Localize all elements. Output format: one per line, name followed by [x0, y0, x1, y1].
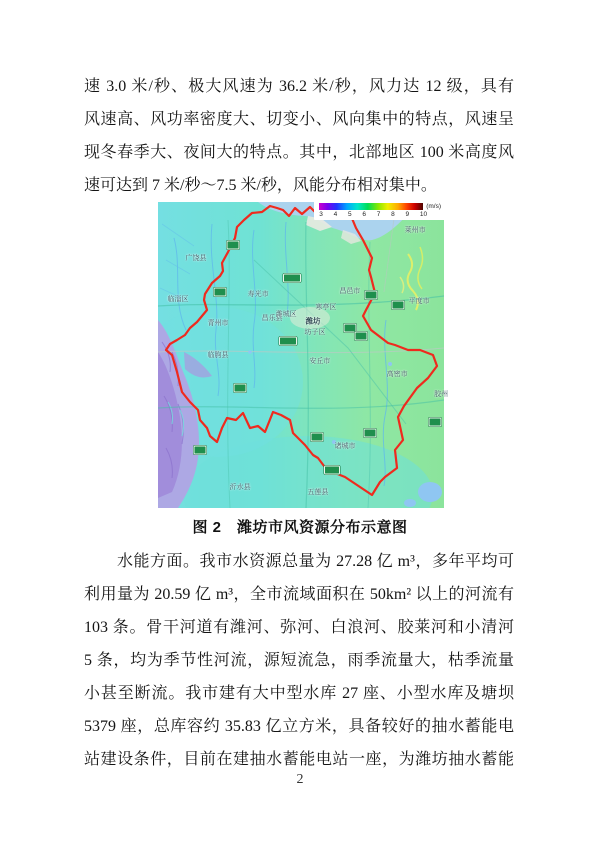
map-label: 潍坊: [305, 316, 321, 326]
wind-map: [158, 202, 444, 508]
map-label: 青州市: [207, 319, 229, 327]
legend-tick-label: 6: [362, 211, 366, 218]
text-line: 站建设条件，目前在建抽水蓄能电站一座，为潍坊抽水蓄能: [84, 751, 514, 768]
wind-speed-legend: [314, 200, 446, 220]
highway-shield-icon: [355, 332, 368, 341]
text-line: 5379 座，总库容约 35.83 亿立方米，具备较好的抽水蓄能电: [84, 718, 514, 735]
text-line: 小甚至断流。我市建有大中型水库 27 座、小型水库及塘坝: [84, 685, 514, 702]
highway-shield-icon: [391, 301, 404, 310]
highway-shield-icon: [214, 287, 227, 296]
text-line: 现冬春季大、夜间大的特点。其中，北部地区 100 米高度风: [84, 144, 514, 161]
text-line: 速 3.0 米/秒、极大风速为 36.2 米/秒，风力达 12 级，具有: [84, 78, 514, 95]
body-paragraph-2: [84, 545, 514, 776]
legend-tick-label: 5: [347, 211, 352, 218]
map-label: 平度市: [408, 298, 430, 306]
text-line: 水能方面。我市水资源总量为 27.28 亿 m³，多年平均可: [117, 553, 514, 570]
text-line: 5 条，均为季节性河流，源短流急，雨季流量大，枯季流量: [84, 652, 514, 669]
highway-shield-icon: [194, 445, 207, 454]
legend-ticks: [319, 211, 427, 218]
map-label: 寿光市: [247, 291, 269, 299]
legend-tick-label: 10: [419, 211, 428, 218]
highway-shield-icon: [279, 336, 297, 345]
map-label: 广饶县: [185, 254, 207, 262]
map-label: 坊子区: [304, 329, 326, 337]
text-line: 103 条。骨干河道有潍河、弥河、白浪河、胶莱河和小清河: [84, 619, 514, 636]
map-label: 临朐县: [207, 352, 229, 359]
highway-shield-icon: [311, 433, 324, 442]
highway-shield-icon: [283, 273, 301, 282]
wind-map-figure: [158, 202, 449, 508]
map-label: 五莲县: [307, 489, 329, 497]
map-label: 莱州市: [404, 227, 426, 235]
legend-tick-label: 9: [405, 211, 410, 218]
map-label: 临淄区: [167, 296, 189, 303]
legend-unit-label: (m/s): [426, 203, 441, 210]
highway-shield-icon: [234, 384, 247, 393]
page-number: 2: [296, 772, 304, 787]
map-label: 胶州: [434, 390, 449, 398]
map-label: 昌乐县: [261, 314, 283, 322]
highway-shield-icon: [363, 429, 376, 438]
map-label: 高密市: [386, 370, 408, 378]
map-label: 安丘市: [309, 358, 331, 366]
legend-tick-label: 8: [391, 211, 395, 218]
map-label: 诸城市: [334, 442, 356, 450]
text-line: 利用量为 20.59 亿 m³，全市流域面积在 50km² 以上的河流有: [84, 586, 514, 603]
legend-tick-label: 3: [319, 211, 323, 218]
highway-shield-icon: [365, 291, 378, 300]
map-label: 沂水县: [229, 483, 251, 491]
map-label: 昌邑市: [339, 288, 361, 296]
legend-tick-label: 7: [376, 211, 381, 218]
highway-shield-icon: [226, 241, 239, 250]
map-label: 寒亭区: [315, 303, 337, 311]
legend-tick-label: 4: [333, 211, 338, 218]
text-line: 风速高、风功率密度大、切变小、风向集中的特点，风速呈: [84, 111, 514, 128]
text-line: 速可达到 7 米/秒～7.5 米/秒，风能分布相对集中。: [84, 177, 437, 194]
figure-caption: 图 2 潍坊市风资源分布示意图: [192, 519, 408, 536]
highway-shield-icon: [429, 418, 442, 427]
body-paragraph-1: [84, 70, 514, 202]
highway-shield-icon: [324, 466, 340, 475]
legend-gradient-bar: [319, 203, 423, 210]
map-label: 潍城区: [275, 310, 297, 318]
